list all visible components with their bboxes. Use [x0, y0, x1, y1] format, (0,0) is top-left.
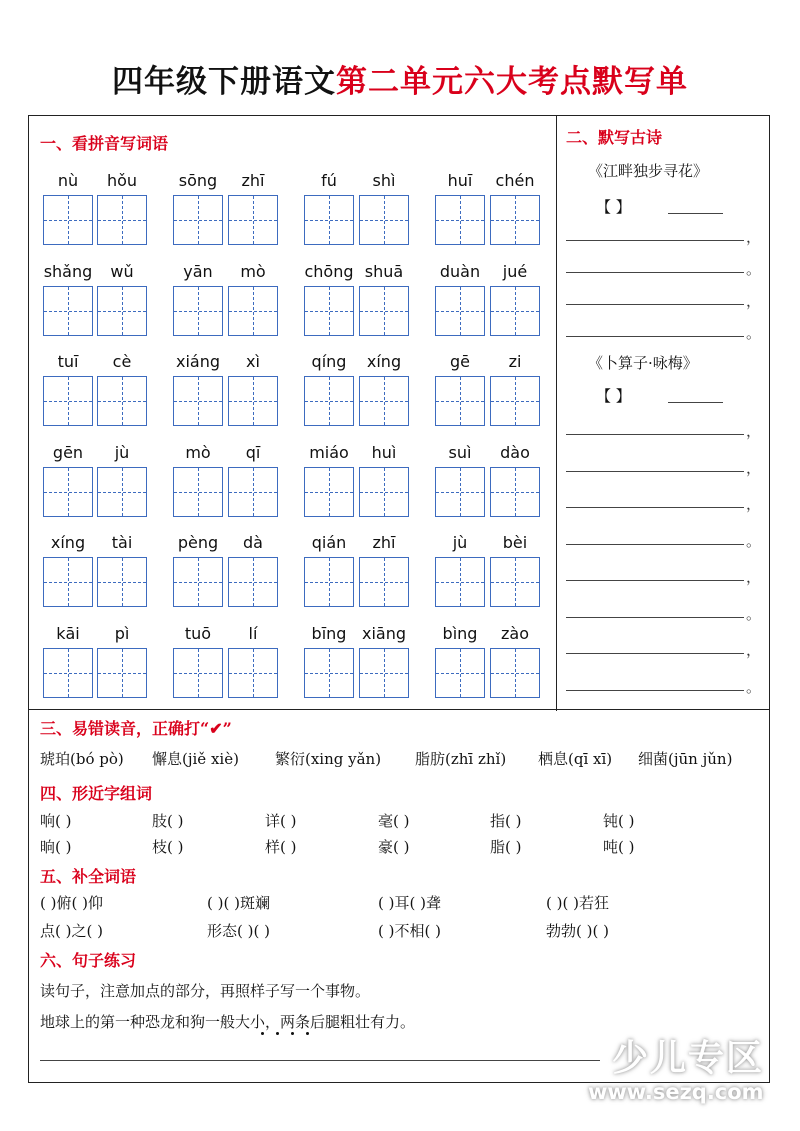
writing-box[interactable] — [304, 467, 354, 517]
s4-item[interactable]: 豪( ) — [378, 838, 410, 856]
writing-box[interactable] — [43, 648, 93, 698]
writing-box[interactable] — [173, 467, 223, 517]
poem-answer-line[interactable] — [566, 471, 744, 472]
writing-box[interactable] — [97, 195, 147, 245]
author-bracket[interactable]: 【 】 — [596, 387, 631, 405]
writing-box[interactable] — [43, 195, 93, 245]
poem-punctuation: ， — [746, 228, 762, 246]
s4-item[interactable]: 详( ) — [265, 812, 297, 830]
watermark-url: www.sezq.com — [588, 1080, 764, 1104]
pinyin-label: tuō — [184, 624, 212, 643]
writing-box[interactable] — [435, 286, 485, 336]
poem-answer-line[interactable] — [566, 653, 744, 654]
pinyin-label: xíng — [366, 352, 402, 371]
column-divider — [556, 115, 557, 711]
pinyin-label: pì — [114, 624, 130, 643]
pinyin-label: shǎng — [43, 262, 93, 281]
title-red: 第二单元六大考点默写单 — [336, 64, 688, 100]
s3-item[interactable]: 懈息(jiě xiè) — [152, 750, 239, 768]
poem-answer-line[interactable] — [566, 507, 744, 508]
s5-item[interactable]: ( )耳( )聋 — [378, 894, 441, 912]
author-answer-line[interactable] — [668, 213, 723, 214]
pinyin-label: shuā — [364, 262, 404, 281]
writing-box[interactable] — [490, 286, 540, 336]
pinyin-label: zhī — [241, 171, 265, 190]
pinyin-label: tuī — [57, 352, 79, 371]
writing-box[interactable] — [228, 195, 278, 245]
poem-answer-line[interactable] — [566, 690, 744, 691]
writing-box[interactable] — [359, 648, 409, 698]
s4-item[interactable]: 肢( ) — [152, 812, 184, 830]
s4-item[interactable]: 毫( ) — [378, 812, 410, 830]
poem-title: 《卜算子·咏梅》 — [588, 354, 698, 372]
s6-example-sentence: 地球上的第一种恐龙和狗一般大小，两条后腿粗壮有力。 — [40, 1013, 416, 1031]
pinyin-label: tài — [111, 533, 133, 552]
writing-box[interactable] — [173, 557, 223, 607]
s5-item[interactable]: 勃勃( )( ) — [546, 922, 609, 940]
writing-box[interactable] — [228, 467, 278, 517]
page-title — [0, 56, 800, 101]
pinyin-label: cè — [112, 352, 132, 371]
s5-item[interactable]: ( )( )若狂 — [546, 894, 609, 912]
s5-item[interactable]: 形态( )( ) — [207, 922, 270, 940]
poem-answer-line[interactable] — [566, 304, 744, 305]
poem-answer-line[interactable] — [566, 617, 744, 618]
pinyin-label: lí — [248, 624, 258, 643]
pinyin-label: yān — [183, 262, 213, 281]
pinyin-label: kāi — [56, 624, 80, 643]
pinyin-label: dà — [243, 533, 263, 552]
s5-item[interactable]: 点( )之( ) — [40, 922, 103, 940]
s5-item[interactable]: ( )不相( ) — [378, 922, 441, 940]
pinyin-label: zi — [508, 352, 522, 371]
pinyin-label: sōng — [178, 171, 218, 190]
section-3-heading: 三、易错读音，正确打“✔” — [40, 719, 232, 738]
poem-punctuation: ， — [746, 495, 762, 513]
poem-answer-line[interactable] — [566, 336, 744, 337]
writing-box[interactable] — [97, 376, 147, 426]
writing-box[interactable] — [490, 557, 540, 607]
poem-punctuation: 。 — [746, 677, 762, 696]
pinyin-label: qī — [245, 443, 261, 462]
s4-item[interactable]: 指( ) — [490, 812, 522, 830]
writing-box[interactable] — [173, 648, 223, 698]
pinyin-label: hǒu — [106, 171, 138, 190]
pinyin-label: pèng — [177, 533, 219, 552]
writing-box[interactable] — [304, 648, 354, 698]
section-4-heading: 四、形近字组词 — [40, 784, 153, 803]
writing-box[interactable] — [228, 286, 278, 336]
pinyin-label: gē — [450, 352, 470, 371]
writing-box[interactable] — [228, 648, 278, 698]
writing-box[interactable] — [490, 648, 540, 698]
writing-box[interactable] — [359, 376, 409, 426]
poem-punctuation: 。 — [746, 260, 762, 278]
s5-item[interactable]: ( )俯( )仰 — [40, 894, 103, 912]
author-bracket[interactable]: 【 】 — [596, 198, 631, 216]
pinyin-label: qián — [311, 533, 347, 552]
pinyin-label: huī — [447, 171, 473, 190]
pinyin-label: chén — [495, 171, 535, 190]
pinyin-label: bèi — [502, 533, 528, 552]
s5-item[interactable]: ( )( )斑斓 — [207, 894, 270, 912]
pinyin-label: qíng — [311, 352, 347, 371]
writing-box[interactable] — [173, 376, 223, 426]
pinyin-label: zhī — [372, 533, 396, 552]
writing-box[interactable] — [435, 557, 485, 607]
writing-box[interactable] — [97, 467, 147, 517]
pinyin-label: mò — [240, 262, 266, 281]
section-6-heading: 六、句子练习 — [40, 951, 137, 970]
s4-item[interactable]: 吨( ) — [603, 838, 635, 856]
writing-box[interactable] — [97, 648, 147, 698]
writing-box[interactable] — [173, 195, 223, 245]
writing-box[interactable] — [359, 557, 409, 607]
s4-item[interactable]: 枝( ) — [152, 838, 184, 856]
pinyin-label: duàn — [439, 262, 481, 281]
poem-answer-line[interactable] — [566, 544, 744, 545]
writing-box[interactable] — [490, 467, 540, 517]
writing-box[interactable] — [304, 195, 354, 245]
poem-answer-line[interactable] — [566, 580, 744, 581]
pinyin-label: nù — [57, 171, 79, 190]
poem-punctuation: ， — [746, 568, 762, 586]
pinyin-label: gēn — [52, 443, 84, 462]
pinyin-label: fú — [321, 171, 337, 190]
section-divider — [28, 709, 770, 710]
pinyin-label: jù — [452, 533, 468, 552]
writing-box[interactable] — [490, 195, 540, 245]
emphasis-dot — [276, 1032, 279, 1035]
pinyin-label: suì — [448, 443, 472, 462]
s4-item[interactable]: 晌( ) — [40, 838, 72, 856]
writing-box[interactable] — [359, 286, 409, 336]
pinyin-label: shì — [372, 171, 396, 190]
writing-box[interactable] — [173, 286, 223, 336]
poem-punctuation: 。 — [746, 324, 762, 342]
writing-box[interactable] — [97, 286, 147, 336]
poem-title: 《江畔独步寻花》 — [588, 162, 709, 180]
poem-punctuation: ， — [746, 458, 762, 477]
pinyin-label: xiáng — [175, 352, 220, 371]
s4-item[interactable]: 钝( ) — [603, 812, 635, 830]
pinyin-label: wǔ — [110, 262, 134, 281]
pinyin-label: jù — [114, 443, 130, 462]
pinyin-label: xiāng — [361, 624, 406, 643]
emphasis-dot — [306, 1032, 309, 1035]
writing-box[interactable] — [304, 286, 354, 336]
pinyin-label: mò — [185, 443, 211, 462]
writing-box[interactable] — [359, 195, 409, 245]
answer-line[interactable] — [40, 1060, 600, 1061]
pinyin-label: bìng — [442, 624, 478, 643]
writing-box[interactable] — [43, 376, 93, 426]
poem-punctuation: ， — [746, 422, 762, 440]
writing-box[interactable] — [435, 467, 485, 517]
writing-box[interactable] — [43, 557, 93, 607]
s3-item[interactable]: 栖息(qī xī) — [538, 750, 613, 768]
poem-punctuation: ， — [746, 641, 762, 659]
s3-item[interactable]: 繁衍(xing yǎn) — [275, 750, 382, 768]
poem-punctuation: 。 — [746, 531, 762, 550]
pinyin-label: huì — [371, 443, 397, 462]
pinyin-label: dào — [500, 443, 530, 462]
poem-answer-line[interactable] — [566, 434, 744, 435]
writing-box[interactable] — [304, 557, 354, 607]
writing-box[interactable] — [228, 376, 278, 426]
pinyin-label: zào — [501, 624, 529, 643]
s3-item[interactable]: 脂肪(zhī zhǐ) — [415, 750, 507, 768]
s3-item[interactable]: 琥珀(bó pò) — [40, 750, 124, 768]
emphasis-dot — [291, 1032, 294, 1035]
section-5-heading: 五、补全词语 — [40, 867, 137, 886]
pinyin-label: chōng — [304, 262, 354, 281]
writing-box[interactable] — [43, 286, 93, 336]
author-answer-line[interactable] — [668, 402, 723, 403]
writing-box[interactable] — [228, 557, 278, 607]
writing-box[interactable] — [359, 467, 409, 517]
poem-answer-line[interactable] — [566, 240, 744, 241]
emphasis-dot — [261, 1032, 264, 1035]
poem-punctuation: 。 — [746, 604, 762, 623]
pinyin-label: miáo — [309, 443, 349, 462]
pinyin-label: xíng — [50, 533, 86, 552]
writing-box[interactable] — [435, 648, 485, 698]
writing-box[interactable] — [97, 557, 147, 607]
poem-answer-line[interactable] — [566, 272, 744, 273]
watermark-logo: 少儿专区 — [612, 1038, 765, 1079]
section-1-heading: 一、看拼音写词语 — [40, 134, 169, 153]
s4-item[interactable]: 脂( ) — [490, 838, 522, 856]
writing-box[interactable] — [43, 467, 93, 517]
s6-instruction: 读句子，注意加点的部分，再照样子写一个事物。 — [40, 982, 371, 1000]
writing-box[interactable] — [490, 376, 540, 426]
s4-item[interactable]: 响( ) — [40, 812, 72, 830]
title-black: 四年级下册语文 — [112, 64, 336, 100]
pinyin-label: bīng — [311, 624, 347, 643]
s3-item[interactable]: 细菌(jūn jǔn) — [638, 750, 733, 768]
section-2-heading: 二、默写古诗 — [566, 128, 663, 147]
writing-box[interactable] — [304, 376, 354, 426]
writing-box[interactable] — [435, 195, 485, 245]
s4-item[interactable]: 样( ) — [265, 838, 297, 856]
pinyin-label: xì — [246, 352, 260, 371]
poem-punctuation: ， — [746, 292, 762, 310]
pinyin-label: jué — [502, 262, 528, 281]
writing-box[interactable] — [435, 376, 485, 426]
